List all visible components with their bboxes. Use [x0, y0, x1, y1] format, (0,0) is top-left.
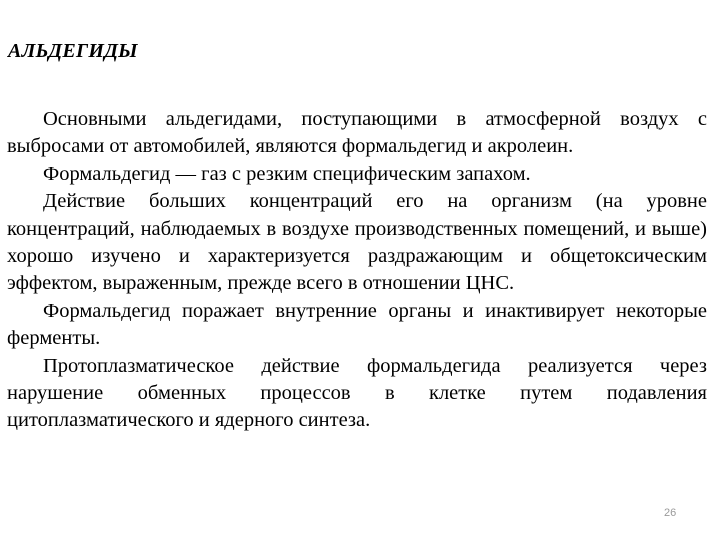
paragraph-concentration-effects: Действие больших концентраций его на организм (на уровне концентраций, наблюдаемых в воздухе производственных помещений, и выше) хорошо изучено и характеризуется раздражающим и общетоксическим эффектом, выраженным, прежде всего в отношении ЦНС.: [7, 190, 707, 295]
body-text: [7, 106, 707, 435]
page-number: 26: [664, 507, 677, 519]
paragraph-formaldehyde-gas: Формальдегид — газ с резким специфическим запахом.: [43, 162, 531, 185]
paragraph-intro: Основными альдегидами, поступающими в атмосферной воздух с выбросами от автомобилей, являются формальдегид и акролеин.: [7, 108, 707, 158]
paragraph-protoplasmic-action: Протоплазматическое действие формальдегида реализуется через нарушение обменных процессов в клетке путем подавления цитоплазматического и ядерного синтеза.: [7, 354, 707, 432]
page-title: АЛЬДЕГИДЫ: [8, 40, 138, 62]
paragraph-organ-damage: Формальдегид поражает внутренние органы и инактивирует некоторые ферменты.: [7, 299, 707, 350]
